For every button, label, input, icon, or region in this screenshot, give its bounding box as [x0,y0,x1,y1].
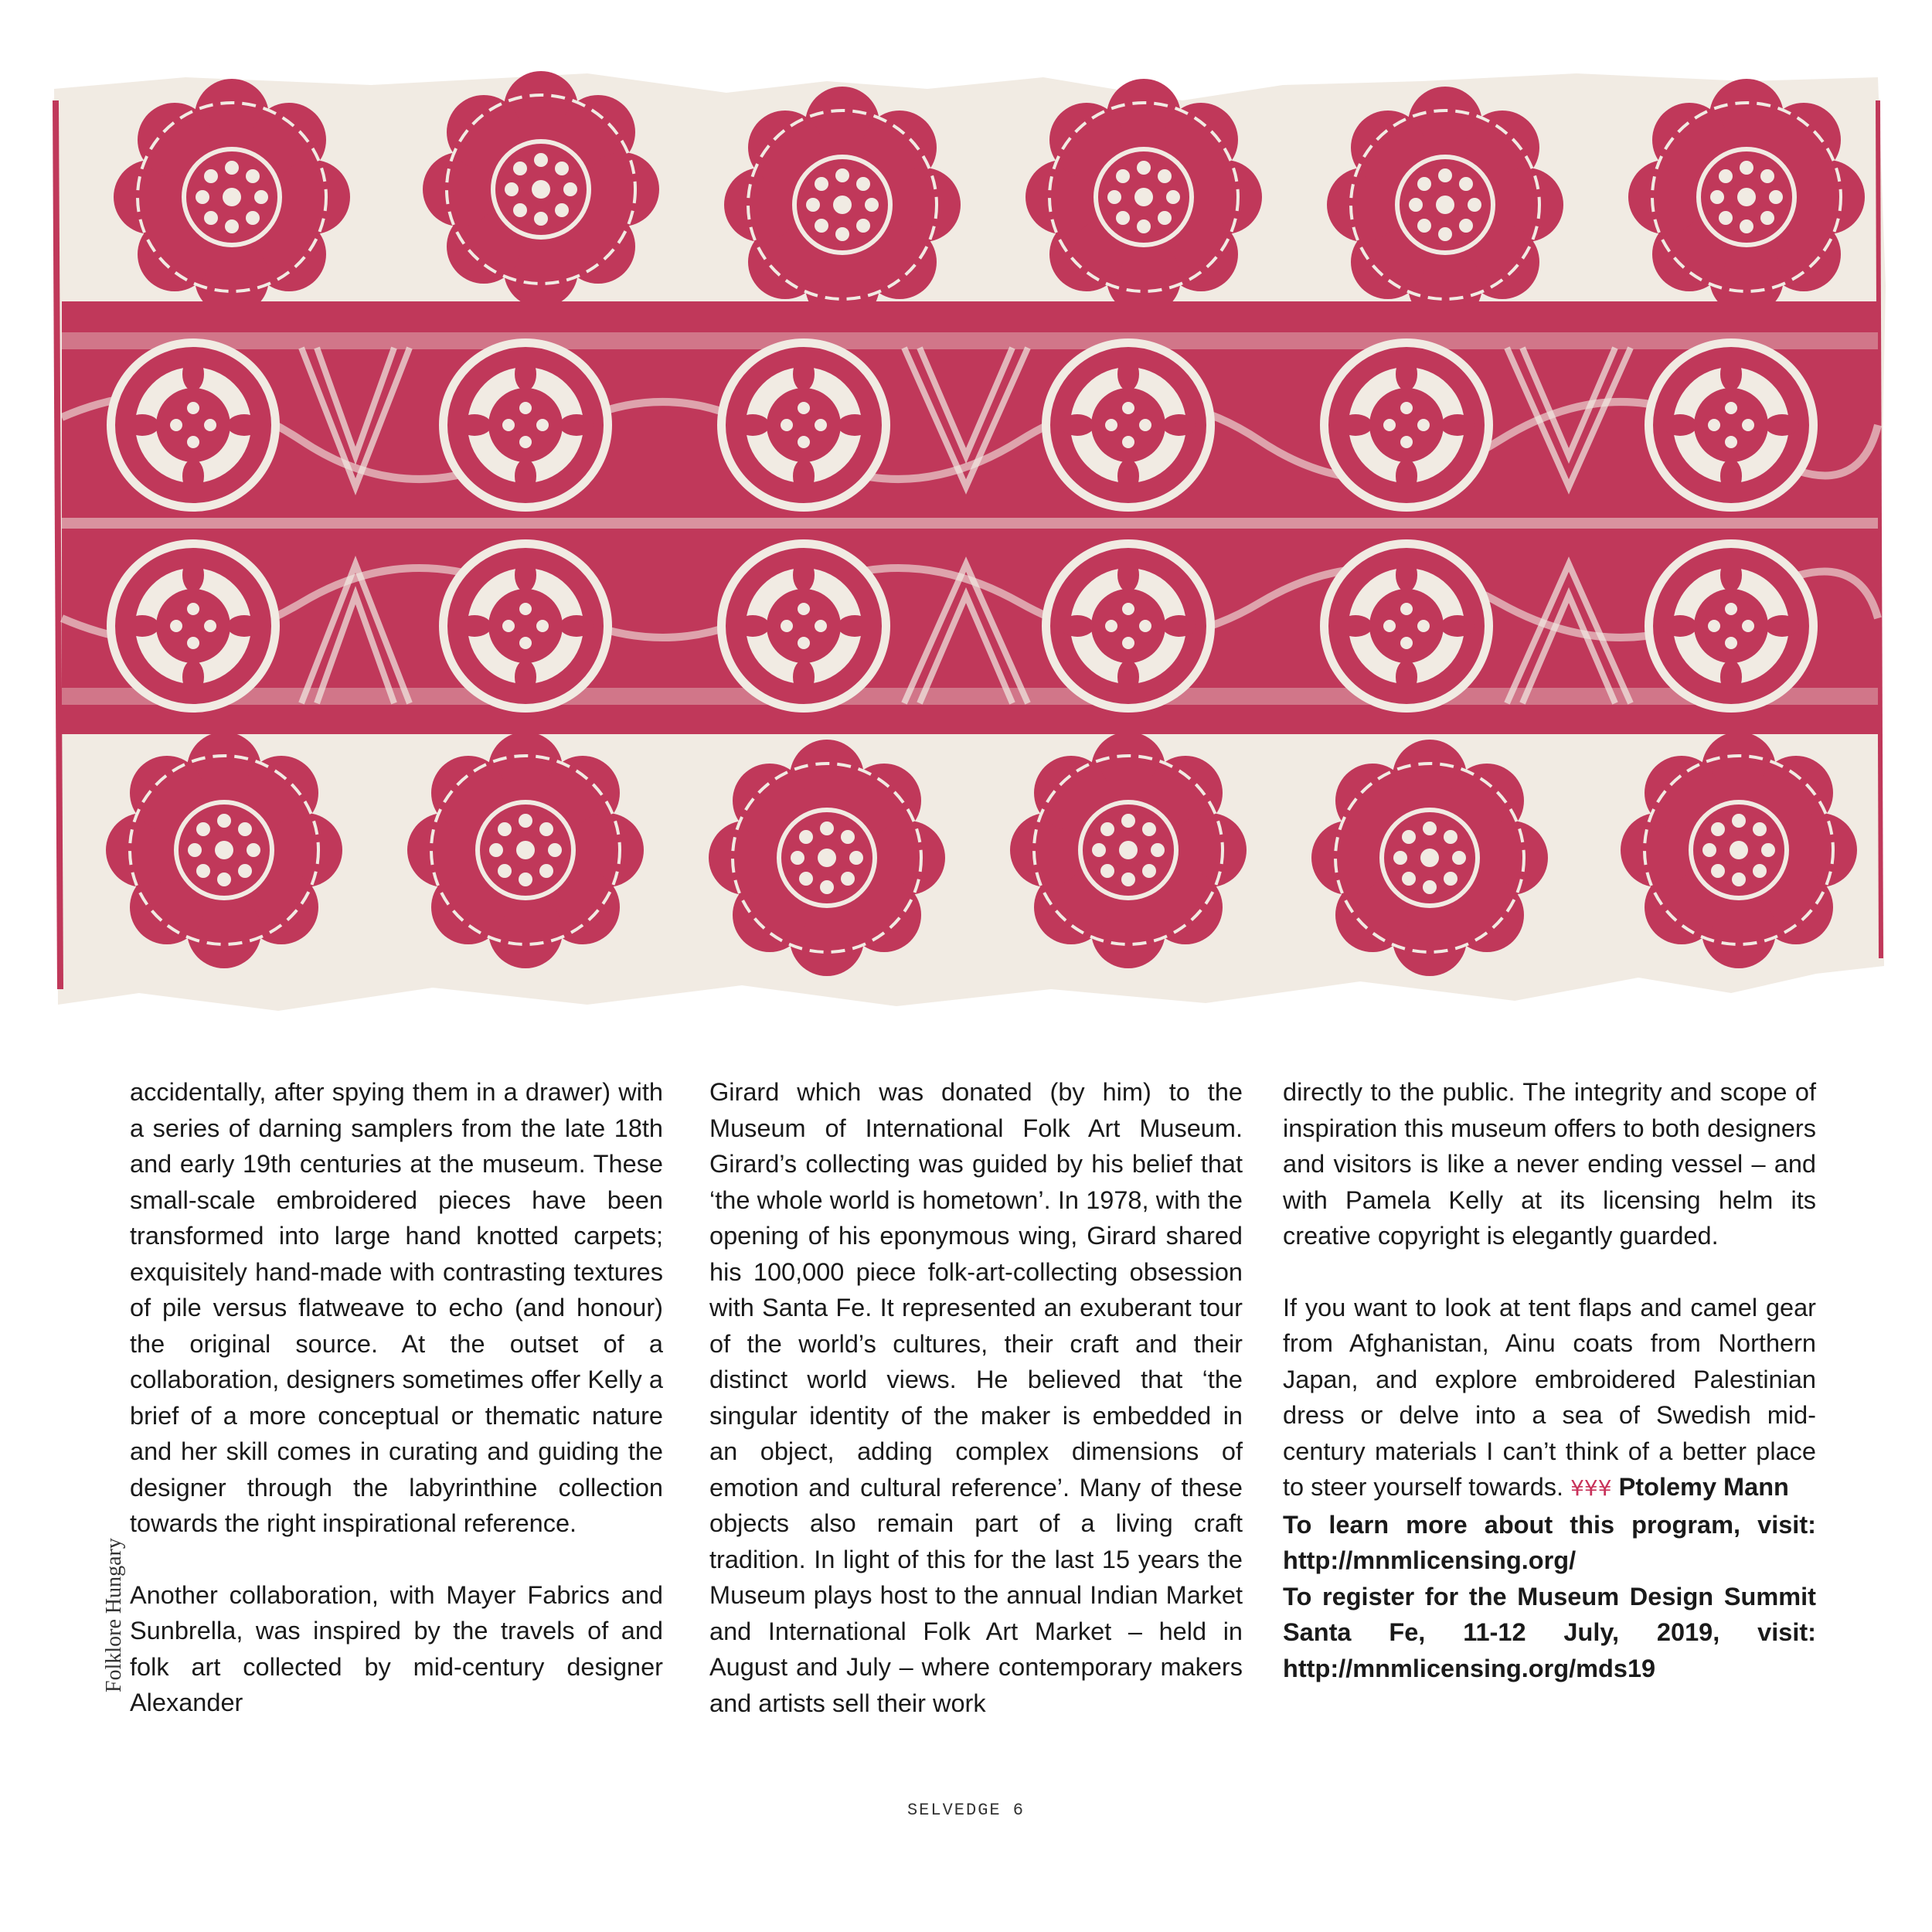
paragraph-with-signoff [1283,1290,1816,1687]
paragraph: directly to the public. The integrity and scope of inspiration this museum offers to both designers and visitors is like a never ending vessel – and with Pamela Kelly at its licensing helm its creative copyright is elegantly guarded. [1283,1078,1816,1250]
paragraph-text: If you want to look at tent flaps and camel gear from Afghanistan, Ainu coats from Northern Japan, and explore embroidered Palestinian dress or delve into a sea of Swedish mid-century materials I can’t think of a better place to steer yourself towards. [1283,1293,1816,1501]
text-column-1 [130,1074,663,1721]
paragraph: Another collaboration, with Mayer Fabrics and Sunbrella, was inspired by the travels of and folk art collected by mid-century designer Alexander [130,1580,663,1716]
summit-link-text[interactable]: To register for the Museum Design Summit Santa Fe, 11-12 July, 2019, visit: http://mnmlicensing.org/mds19 [1283,1582,1816,1682]
page-folio: SELVEDGE 6 [906,1801,1026,1820]
program-link-text[interactable]: To learn more about this program, visit: http://mnmlicensing.org/ [1283,1510,1816,1574]
end-mark: ¥¥¥ [1570,1475,1612,1501]
author-name: Ptolemy Mann [1618,1473,1789,1501]
text-column-2 [709,1074,1243,1721]
embroidered-textile-image [46,54,1893,1028]
paragraph: accidentally, after spying them in a drawer) with a series of darning samplers from the late 18th and early 19th centuries at the museum. These small-scale embroidered pieces have been transformed into large hand knotted carpets; exquisitely hand-made with contrasting textures of pile versus flatweave to echo (and honour) the original source. At the outset of a collaboration, designers sometimes offer Kelly a brief of a more conceptual or thematic nature and her skill comes in curating and guiding the designer through the labyrinthine collection towards the right inspirational reference. [130,1078,663,1537]
image-caption: Folklore Hungary [102,1538,126,1692]
text-column-3 [1283,1074,1816,1686]
paragraph: Girard which was donated (by him) to the Museum of International Folk Art Museum. Girard’s collecting was guided by his belief that ‘the whole world is hometown’. In 1978, with the opening of his eponymous wing, Girard shared his 100,000 piece folk-art-collecting obsession with Santa Fe. It represented an exuberant tour of the world’s cultures, their craft and their distinct world views. He believed that ‘the singular identity of the maker is embedded in an object, adding complex dimensions of emotion and cultural reference’. Many of these objects also remain part of a living craft tradition. In light of this for the last 15 years the Museum plays host to the annual Indian Market and International Folk Art Market – held in August and July – where contemporary makers and artists sell their work [709,1078,1243,1717]
